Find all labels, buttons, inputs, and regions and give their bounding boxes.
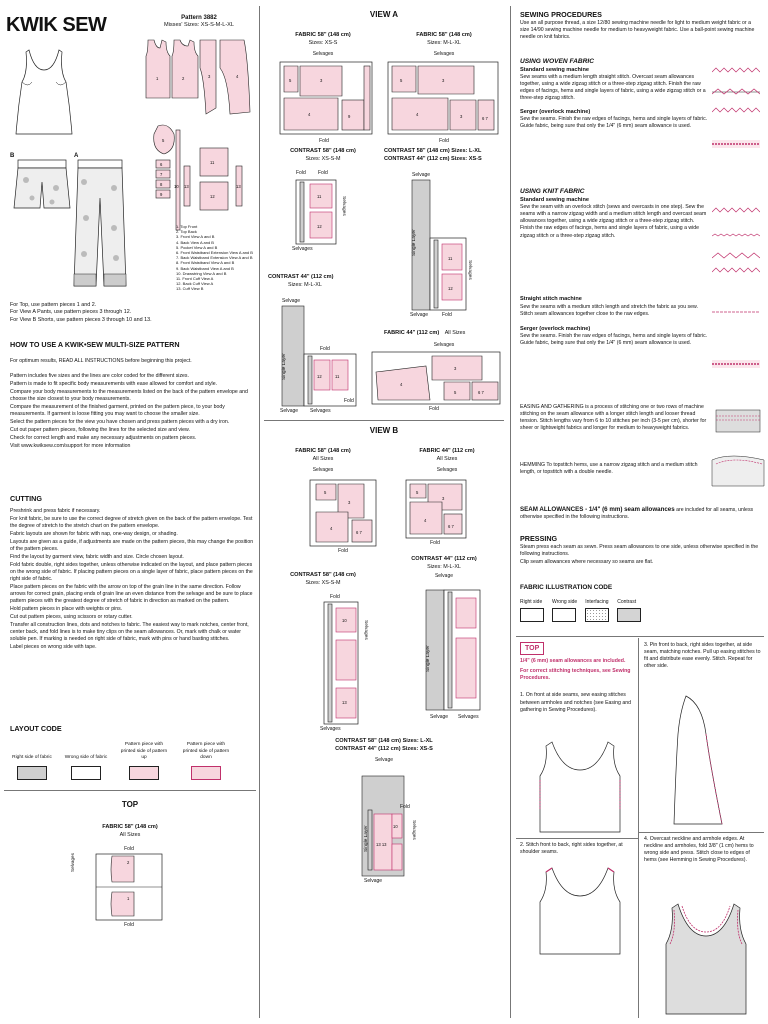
piece-list-item: 6. Front Waistband Extension View A and B [176,249,253,255]
fic-item [520,599,544,626]
svg-text:3: 3 [320,78,323,83]
layout-code-label: Right side of fabric [12,755,52,761]
layout-fold: Fold [320,346,330,352]
svg-text:13: 13 [236,184,241,189]
seam-allowances-text: are included for all seams, unless otherwise specified in the following instructions. [520,507,754,521]
logo-text: KWIK SEW [6,14,107,36]
layout-fabric: FABRIC 58" (148 cm) [295,448,351,454]
svg-text:4: 4 [424,518,427,523]
cutting-section [10,494,254,652]
layout-bottom-2: Selvages [458,714,479,720]
top-layout-fabric: FABRIC 58" (148 cm) [102,824,158,830]
layout-top: Selvage [434,572,454,579]
layout-top: Selvage [412,172,431,178]
svg-text:12: 12 [317,224,322,229]
layout-single-layer: Single Layer [282,353,287,380]
fic-label: Right side [520,598,543,605]
svg-text:8: 8 [160,182,163,187]
cutting-line: Cut out pattern pieces, using scissors or rotary cutter. [10,613,133,620]
svg-text:13 13: 13 13 [376,842,387,847]
cutting-line: Find the layout by garment view, fabric width and size. Circle chosen layout. [10,553,184,560]
layout-code-swatch [17,766,47,780]
hemming-illustration [710,450,766,492]
fic-item [617,599,641,626]
pressing-line: Steam press each seam as sewn. Press seam allowances to one side, unless otherwise specified in the following instructions. [520,543,759,557]
piece-list-item: 4. Back View A and B [176,239,214,245]
pressing-section [520,534,764,569]
middle-column [264,0,504,1024]
how-to-line: Pattern is made to fit specific body measurements with ease allowed for comfort and style. [10,380,218,387]
layout-code-swatch [71,766,101,780]
fic-swatch [617,608,641,622]
pants-illustration [70,158,130,298]
layout-single-layer: Single Layer [412,229,417,256]
view-a-layout-4-caption [384,148,504,163]
layout-fabric: CONTRAST 58" (148 cm) Sizes: L-XL [335,738,433,744]
cutting-line: Hold pattern pieces in place with weights or pins. [10,605,123,612]
view-b-layout-2 [404,478,470,548]
hemming-section [520,462,700,479]
stitch-sample-straight [712,306,760,318]
view-b-layout-2-caption [392,448,502,474]
stitch-sample-narrow-zigzag [712,230,760,242]
view-a-layout-4 [410,178,470,312]
layout-fabric: CONTRAST 58" (148 cm) [290,148,356,154]
piece-list-item: 2. Top Back [176,229,197,235]
top-step-4-block [644,836,762,867]
view-a-layout-6 [370,350,502,406]
pattern-pieces-diagram [144,38,256,238]
top-steps-note1: 1/4" (6 mm) seam allowances are included. [520,658,626,665]
knit-std-title: Standard sewing machine [520,196,590,203]
layout-single-layer: Single Layer [364,825,369,852]
layout-bottom: Selvage [364,878,383,884]
layout-code-label: Pattern piece with printed side of pattern down [182,742,230,761]
fic-swatch [520,608,544,622]
svg-text:1: 1 [156,76,159,81]
view-a-layout-1-caption [268,32,378,58]
top-step-1: 1. On front at side seams, sew easing stitches between armholes and notches (see Easing and gathering in Sewing Procedures). [520,692,632,713]
layout-bottom: Selvages [320,726,341,732]
layout-code-section [10,724,254,783]
knit-straight-title: Straight stitch machine [520,296,582,302]
cutting-line: For knit fabric, be sure to use the correct degree of stretch given on the back of the pattern envelope. Test the degree of stretch to the stretch chart on the pattern envelope. [10,515,253,529]
top-layout-heading: TOP [121,800,139,809]
piece-list-item: 5. Pocket View A and B [176,244,218,250]
how-to-line: Check for correct length and make any necessary adjustments on pattern pieces. [10,434,197,441]
how-to-heading: HOW TO USE A KWIK•SEW MULTI-SIZE PATTERN [10,340,180,349]
svg-text:3: 3 [454,366,457,371]
svg-text:12: 12 [210,194,215,199]
layout-bottom: Fold [430,540,440,546]
top-fold-top: Fold [124,846,134,852]
view-a-layout-6-caption [384,330,504,348]
view-a-heading: VIEW A [369,10,399,19]
svg-text:4: 4 [330,526,333,531]
layout-code-item [180,740,232,783]
svg-text:11: 11 [317,194,322,199]
knit-section [520,188,708,243]
top-step-3-block [644,642,762,673]
svg-text:9: 9 [348,114,351,119]
view-b-label: B [10,153,15,159]
svg-text:11: 11 [448,256,453,261]
svg-text:11: 11 [335,374,340,379]
layout-code-swatch [129,766,159,780]
view-a-layout-3 [294,178,344,246]
svg-text:5: 5 [454,390,457,395]
how-to-intro: For optimum results, READ ALL INSTRUCTIONS before beginning this project. [10,357,192,364]
stitch-sample-edge [712,106,760,118]
layout-side: Selvages [363,620,368,640]
svg-text:4: 4 [308,112,311,117]
knit-straight-text: Sew the seams with a medium stitch length and stretch the fabric as you sew. Stitch seam allowances together close to the raw edges. [520,303,698,317]
layout-side: Selvages [341,196,346,216]
svg-text:3: 3 [442,78,445,83]
knit-heading: USING KNIT FABRIC [520,188,585,195]
layout-fabric: FABRIC 58" (148 cm) [295,32,351,38]
usage-view-a: For View A Pants, use pattern pieces 3 through 12. [10,309,132,316]
svg-text:3: 3 [460,114,463,119]
top-layout-sizes: All Sizes [119,831,141,838]
layout-bottom: Selvages [292,246,313,252]
column-divider [510,6,511,1018]
fic-item [552,599,577,626]
piece-list-item: 8. Front Waistband View A and B [176,260,235,266]
svg-text:5: 5 [324,490,327,495]
view-a-layout-3-caption [268,148,378,163]
cutting-line: Place pattern pieces on the fabric with the arrow on top of the grain line in the same direction. Follow arrows for correct grain, placing ends of grain line an even distance from the selvage and be sure to place pattern pieces with the greatest degree of stretch of fabric in direction as marked on the pattern. [10,583,253,604]
layout-sizes: Sizes: XS-S-M [305,579,341,586]
svg-text:6 7: 6 7 [448,524,454,529]
svg-text:1: 1 [127,896,130,901]
layout-code-item [10,740,54,783]
stitch-sample-zigzag [712,66,760,78]
top-steps-left [520,642,634,717]
piece-list [176,224,256,291]
layout-bottom-2: Selvages [310,408,331,414]
svg-text:5: 5 [416,490,419,495]
layout-fold: Fold [296,170,306,176]
layout-fold: Fold [442,312,452,318]
pressing-heading: PRESSING [520,534,558,543]
layout-bottom: Fold [319,138,329,144]
fabric-illustration-code [520,584,764,625]
stitch-sample-knit-edge [712,266,760,278]
knit-straight-section [520,296,708,350]
layout-side: Selvages [411,820,416,840]
stitch-sample-knit-three-step [712,250,760,262]
woven-serger-text: Sew the seams. Finish the raw edges of facings, hems and single layers of fabric. Guide fabric, being sure that only the 1/4" (6 mm) seam allowance is used. [520,116,708,130]
easing-section [520,404,712,435]
step-1-illustration [528,740,632,834]
layout-code-heading: LAYOUT CODE [10,724,62,733]
layout-single-layer: Single Layer [426,645,431,672]
usage-top: For Top, use pattern pieces 1 and 2. [10,302,97,308]
piece-list-item: 10. Drawstring View A and B [176,270,227,276]
piece-list-item: 1. Top Front [176,224,198,229]
layout-top: Selvage [374,757,394,764]
layout-top: Selvages [312,466,334,473]
column-divider [259,6,260,1018]
svg-text:6 7: 6 7 [356,530,362,535]
woven-section [520,58,708,133]
view-a-label: A [74,153,79,159]
piece-list-item: 13. Cuff View B [176,286,204,292]
fic-label: Wrong side [552,598,578,605]
cutting-line: Fabric layouts are shown for fabric with nap, one-way design, or shading. [10,530,178,537]
pressing-line: Clip seam allowances where necessary so seams are flat. [520,558,654,565]
svg-text:10: 10 [342,618,347,623]
layout-fabric: FABRIC 44" (112 cm) [419,448,475,454]
how-to-section [10,340,254,451]
knit-serger-text: Sew the seams. Finish the raw edges of facings, hems and single layers of fabric. Guide fabric, being sure that only the 1/4" (6 mm) seam allowance is used. [520,333,708,347]
layout-sizes: Sizes: XS-S-M [305,155,341,162]
view-b-layout-3 [322,600,362,726]
layout-top: Selvage [282,298,301,304]
layout-sizes: All Sizes [312,455,334,462]
seam-allowances-title: SEAM ALLOWANCES - 1/4" (6 mm) seam allowances [520,506,675,513]
layout-fold: Fold [400,804,410,810]
view-b-heading: VIEW B [369,426,399,435]
svg-text:10: 10 [174,184,179,189]
svg-text:4: 4 [400,382,403,387]
stitch-sample-three-step [712,86,760,98]
svg-text:6 7: 6 7 [482,116,488,121]
layout-fabric: FABRIC 44" (112 cm) [384,330,440,336]
layout-code-item [118,740,170,783]
layout-sizes: Sizes: M-L-XL [288,281,322,288]
step-2-illustration [530,866,630,956]
piece-list-item: 9. Back Waistband View A and B [176,265,234,271]
layout-bottom: Selvage [430,714,449,720]
layout-code-label: Wrong side of fabric [64,755,108,761]
shorts-illustration [12,158,72,216]
layout-sizes: Sizes: M-L-XL [427,563,461,570]
fic-heading: FABRIC ILLUSTRATION CODE [520,584,613,591]
layout-top: Selvages [433,50,455,57]
svg-text:10: 10 [393,824,398,829]
pattern-number: Pattern 3882 [181,15,217,21]
top-selvages: Selvages [70,853,75,872]
fic-swatch [585,608,609,622]
view-b-layout-4-caption [386,556,502,580]
top-steps-label: TOP [520,642,544,655]
view-b-layout-3-caption [268,572,378,587]
woven-std-text: Sew seams with a medium length straight stitch. Overcast seam allowances together, using a wide zigzag stitch or a three-step zigzag stitch. Finish the raw edges of facings, hems and single layers of fabric, using a wide zigzag stitch or a three-step zigzag stitch. [520,74,706,102]
svg-text:12: 12 [448,286,453,291]
view-a-layout-2-caption [388,32,500,58]
svg-text:4: 4 [416,112,419,117]
knit-std-text: Sew the seam with an overlock stitch (sews and overcasts in one step). Sew the seams with a narrow zigzag width and a medium stitch length and overcast seam allowances together, using a wide zigzag stitch or a three-step zigzag stitch. Finish the raw edges of facings, hems and single layers of fabric, using a wide zigzag stitch or a three-step zigzag stitch. [520,204,707,239]
layout-bottom: Fold [429,406,439,412]
usage-view-b: For View B Shorts, use pattern pieces 3 through 10 and 13. [10,316,152,323]
svg-text:13: 13 [342,700,347,705]
view-a-layout-5-caption [268,274,384,289]
layout-fold: Fold [318,170,328,176]
stitch-sample-overlock [712,206,760,218]
svg-text:7: 7 [160,172,163,177]
layout-bottom: Selvage [410,312,429,318]
top-step-2: 2. Stitch front to back, right sides together, at shoulder seams. [520,842,623,856]
how-to-line: Cut out paper pattern pieces, following the lines for the selected size and view. [10,426,190,433]
layout-sizes: All Sizes [444,330,466,336]
stitch-sample-serger [712,138,760,150]
fic-item [585,599,609,626]
layout-bottom-3: Fold [344,398,354,404]
piece-list-item: 11. Front Cuff View A [176,275,214,281]
fic-swatch [552,608,576,622]
view-b-layout-5-caption [304,738,464,764]
svg-text:6: 6 [160,162,163,167]
view-b-layout-1 [308,478,380,548]
sewing-intro: Use an all purpose thread, a size 12/80 sewing machine needle for light to medium weight fabric or a size 14/90 sewing machine needle for medium to heavyweight fabric. Use a ball-point sewing machine needle on knit fabrics. [520,19,755,40]
layout-top: Selvages [436,466,458,473]
top-step-4: 4. Overcast neckline and armhole edges. At neckline and armholes, fold 3/8" (1 cm) hems to wrong side and press. Stitch close to edges of hems (see Hemming in Sewing Procedures). [644,836,754,864]
view-a-layout-2 [386,60,500,136]
stitch-sample-knit-serger [712,358,760,370]
svg-text:4: 4 [236,74,239,79]
svg-text:5: 5 [289,78,292,83]
top-steps-note2: For correct stitching techniques, see Sewing Procedures. [520,668,631,682]
cutting-line: Label pieces on wrong side with tape. [10,644,97,650]
layout-fabric: CONTRAST 58" (148 cm) [290,572,356,578]
layout-bottom: Fold [338,548,348,554]
layout-sizes: All Sizes [436,455,458,462]
top-step-2-block [520,842,634,859]
how-to-line: Visit www.kwiksew.com/support for more information [10,442,131,449]
layout-fabric-alt: CONTRAST 44" (112 cm) Sizes: XS-S [384,155,482,162]
sewing-heading: SEWING PROCEDURES [520,10,602,19]
svg-text:2: 2 [127,860,130,865]
how-to-line: Pattern includes five sizes and the lines are color coded for the different sizes. [10,372,189,379]
layout-side: Selvages [467,260,472,280]
piece-usage [10,302,176,324]
piece-list-item: 7. Back Waistband Extension View A and B [176,255,253,261]
svg-text:6 7: 6 7 [478,390,484,395]
piece-list-item: 12. Back Cuff View A [176,281,214,287]
left-column [4,0,256,1024]
how-to-line: Compare the measurement of the finished garment, printed on the pattern piece, to your body measurements. If garment is loose fitting you may want to choose the smaller size. [10,403,225,417]
svg-text:2: 2 [182,76,185,81]
svg-text:11: 11 [210,160,215,165]
how-to-line: Select the pattern pieces for the view you have chosen and press pattern pieces with a dry iron. [10,418,230,425]
how-to-line: Compare your body measurements to the measurements listed on the back of the pattern envelope and choose the size closest to your body measurements. [10,388,248,402]
hemming-text: HEMMING To topstitch hems, use a narrow zigzag stitch and a medium stitch length, or topstitch with a double needle. [520,462,698,476]
top-step-3: 3. Pin front to back, right sides together, at side seam, matching notches. Pull up easing stitches to fit and distribute ease evenly. Stitch. Repeat for other side. [644,642,761,670]
svg-text:3: 3 [348,500,351,505]
svg-text:3: 3 [442,496,445,501]
top-layout-diagram [94,852,166,924]
layout-code-item [64,740,108,783]
svg-text:5: 5 [162,138,165,143]
cutting-heading: CUTTING [10,494,42,503]
svg-text:9: 9 [160,192,163,197]
layout-sizes: Sizes: M-L-XL [427,39,461,46]
layout-top: Selvages [312,50,334,57]
step-4-illustration [654,902,758,1016]
layout-fabric-alt: CONTRAST 44" (112 cm) Sizes: XS-S [335,745,433,752]
woven-serger-title: Serger (overlock machine) [520,108,591,115]
easing-illustration [714,406,764,436]
svg-text:5: 5 [400,78,403,83]
layout-fabric: CONTRAST 58" (148 cm) Sizes: L-XL [384,148,482,154]
layout-bottom: Fold [439,138,449,144]
layout-bottom: Selvage [280,408,299,414]
view-b-layout-1-caption [268,448,378,474]
cutting-line: Transfer all construction lines, dots and notches to fabric. The easiest way to mark notches, center front, center back, and fold lines is to make tiny clips on the seam allowances. Or, mark with chalk or water soluble pen. If marking is needed on right side of fabric, mark with pins or hand basting stitches. [10,621,249,642]
view-a-layout-5 [280,304,360,408]
cutting-line: Fold fabric double, right sides together, unless otherwise indicated on the layout, and place pattern pieces on the wrong side of fabric. If placing pattern pieces on a single layer of fabric, place pattern pieces on the right side of fabric. [10,561,253,582]
top-layout-caption [4,824,256,839]
fic-label: Contrast [617,598,637,605]
woven-std-title: Standard sewing machine [520,66,590,73]
pattern-sizes: Misses' Sizes: XS-S-M-L-XL [163,22,235,29]
layout-fold: Fold [330,594,340,600]
tank-top-illustration [14,48,74,138]
sewing-procedures [520,10,760,44]
step-3-illustration [666,694,736,828]
view-b-layout-4 [424,588,484,712]
layout-code-swatch [191,766,221,780]
layout-code-label: Pattern piece with printed side of pattern up [120,742,168,761]
woven-heading: USING WOVEN FABRIC [520,58,594,65]
layout-fabric: CONTRAST 44" (112 cm) [411,556,477,562]
layout-fabric: FABRIC 58" (148 cm) [416,32,472,38]
cutting-line: Layouts are given as a guide, if adjustments are made on the pattern pieces, this may change the position of the pattern pieces. [10,538,254,552]
cutting-line: Preshrink and press fabric if necessary. [10,507,101,514]
brand-logo [6,12,106,39]
right-column [516,0,764,1024]
fic-label: Interfacing [585,598,609,605]
svg-text:13: 13 [184,184,189,189]
easing-text: EASING AND GATHERING is a process of stitching one or two rows of machine stitching on the seam allowance with a longer stitch length and looser thread tension. Stitch lengths vary from 6 to 10 stitches per inch (3-5 per cm), shorter for sheer or lightweight fabrics and longer for medium to heavyweight fabrics. [520,404,707,432]
layout-sizes: Sizes: XS-S [308,39,338,46]
layout-top: Selvages [433,341,455,348]
layout-fabric: CONTRAST 44" (112 cm) [268,274,334,280]
seam-allowances-section [520,506,764,521]
top-fold-bottom: Fold [124,922,134,928]
svg-text:3: 3 [208,74,211,79]
knit-serger-title: Serger (overlock machine) [520,325,591,332]
view-a-layout-1 [278,60,374,136]
svg-text:12: 12 [317,374,322,379]
piece-list-item: 3. Front View A and B [176,234,215,240]
